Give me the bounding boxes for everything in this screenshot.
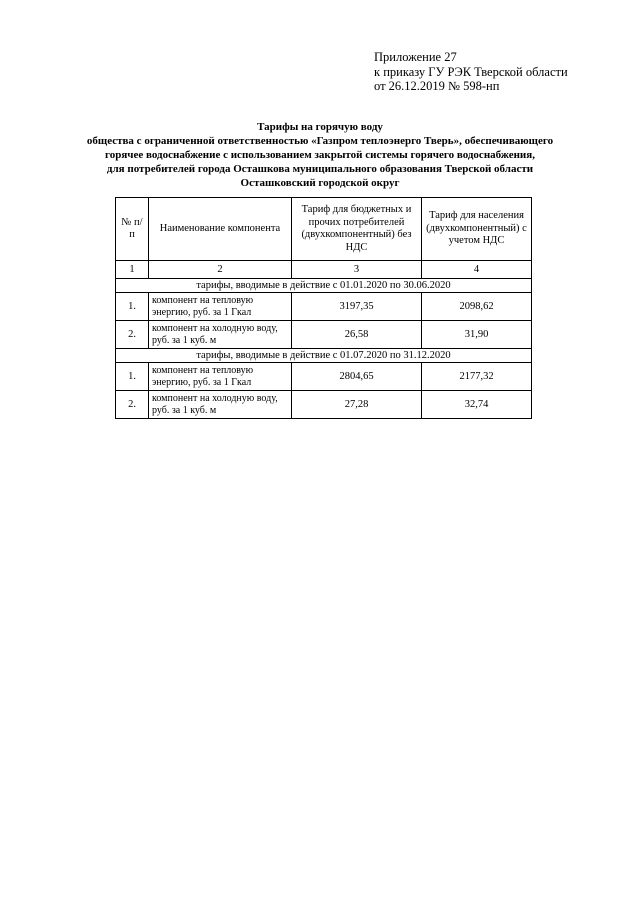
row-budget-tariff: 27,28 bbox=[292, 391, 422, 419]
column-number-row bbox=[116, 261, 532, 279]
row-component: компонент на холодную воду, руб. за 1 куб. м bbox=[149, 391, 292, 419]
column-number: 4 bbox=[422, 261, 532, 279]
row-component: компонент на холодную воду, руб. за 1 куб. м bbox=[149, 321, 292, 349]
header-num: № п/п bbox=[116, 198, 149, 261]
period-label: тарифы, вводимые в действие с 01.01.2020 по 30.06.2020 bbox=[116, 279, 532, 293]
document-title bbox=[80, 120, 560, 190]
row-population-tariff: 2177,32 bbox=[422, 363, 532, 391]
table-header-row bbox=[116, 198, 532, 261]
table-row bbox=[116, 293, 532, 321]
row-population-tariff: 31,90 bbox=[422, 321, 532, 349]
row-population-tariff: 2098,62 bbox=[422, 293, 532, 321]
title-line-3: горячее водоснабжение с использованием закрытой системы горячего водоснабжения, bbox=[105, 149, 535, 161]
header-population-tariff: Тариф для населения (двухкомпонентный) с учетом НДС bbox=[422, 198, 532, 261]
table-row bbox=[116, 321, 532, 349]
column-number: 3 bbox=[292, 261, 422, 279]
period-label: тарифы, вводимые в действие с 01.07.2020 по 31.12.2020 bbox=[116, 349, 532, 363]
row-budget-tariff: 3197,35 bbox=[292, 293, 422, 321]
header-component: Наименование компонента bbox=[149, 198, 292, 261]
row-budget-tariff: 2804,65 bbox=[292, 363, 422, 391]
row-num: 1. bbox=[116, 363, 149, 391]
column-number: 2 bbox=[149, 261, 292, 279]
appendix-line-3: от 26.12.2019 № 598-нп bbox=[374, 79, 500, 93]
row-num: 2. bbox=[116, 321, 149, 349]
title-line-2: общества с ограниченной ответственностью «Газпром теплоэнерго Тверь», обеспечивающего bbox=[86, 135, 554, 147]
title-line-5: Осташковский городской округ bbox=[240, 177, 400, 189]
period-row bbox=[116, 279, 532, 293]
appendix-line-1: Приложение 27 bbox=[374, 50, 457, 64]
appendix-line-2: к приказу ГУ РЭК Тверской области bbox=[374, 64, 568, 79]
row-component: компонент на тепловую энергию, руб. за 1 Гкал bbox=[149, 293, 292, 321]
appendix-reference bbox=[374, 50, 568, 94]
table-row bbox=[116, 391, 532, 419]
column-number: 1 bbox=[116, 261, 149, 279]
row-num: 1. bbox=[116, 293, 149, 321]
row-budget-tariff: 26,58 bbox=[292, 321, 422, 349]
row-num: 2. bbox=[116, 391, 149, 419]
row-population-tariff: 32,74 bbox=[422, 391, 532, 419]
header-budget-tariff: Тариф для бюджетных и прочих потребителей (двухкомпонентный) без НДС bbox=[292, 198, 422, 261]
tariff-table bbox=[115, 197, 532, 419]
title-line-4: для потребителей города Осташкова муниципального образования Тверской области bbox=[106, 163, 534, 175]
title-line-1: Тарифы на горячую воду bbox=[257, 121, 383, 133]
period-row bbox=[116, 349, 532, 363]
row-component: компонент на тепловую энергию, руб. за 1 Гкал bbox=[149, 363, 292, 391]
table-row bbox=[116, 363, 532, 391]
